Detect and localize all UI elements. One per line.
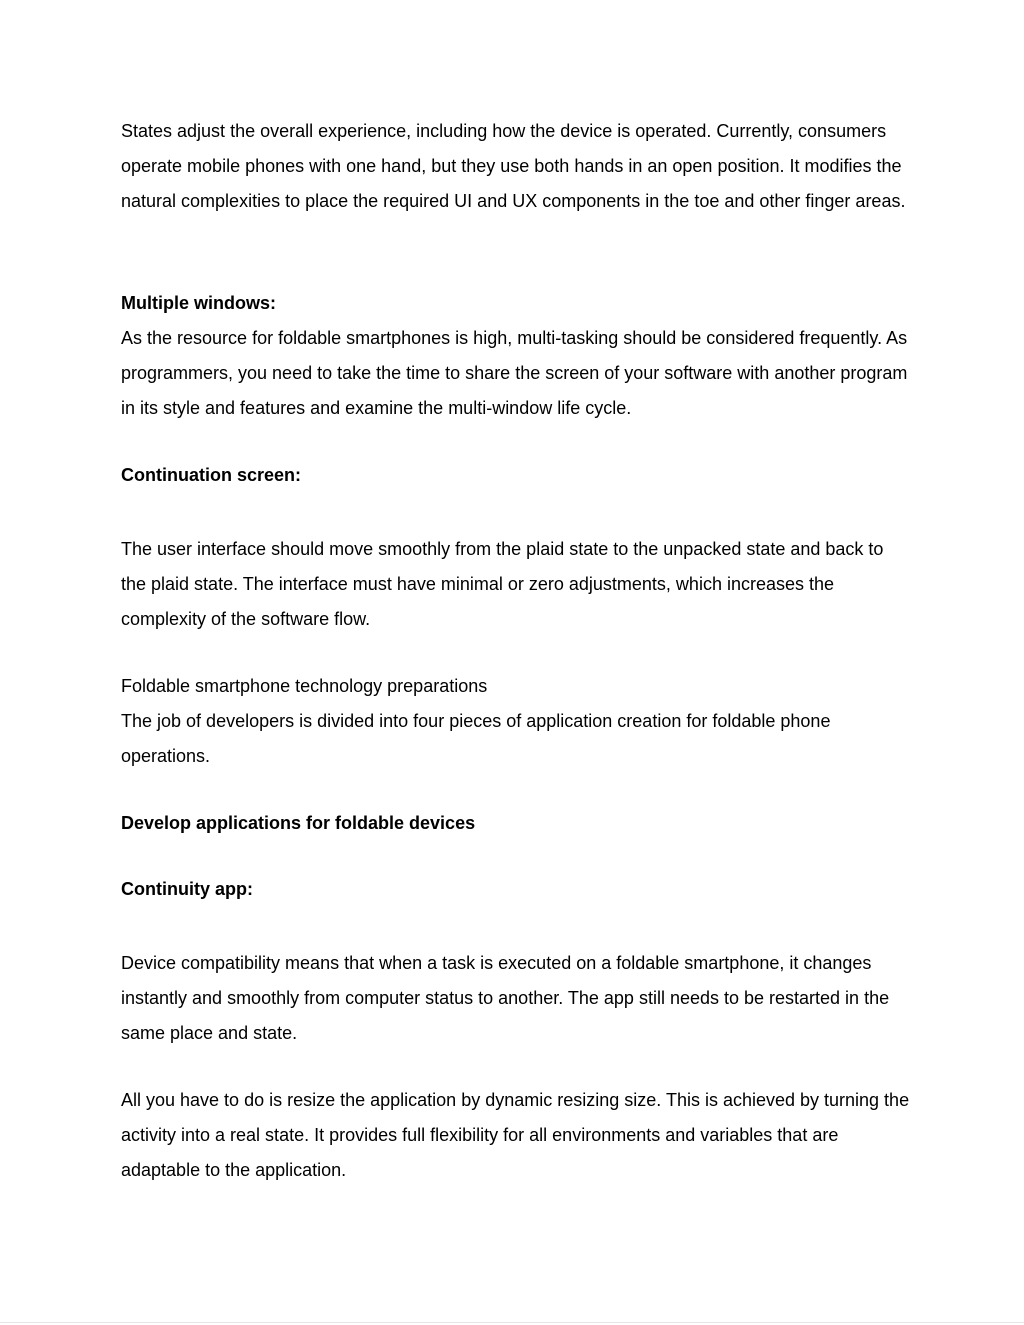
heading-continuity-app: Continuity app: <box>121 879 253 899</box>
paragraph-states: States adjust the overall experience, including how the device is operated. Currently, consumers operate mobile phones with one hand, but they use both hands in an open position. It modifies the natural complexities to place the required UI and UX components in the toe and other finger areas. <box>121 121 906 211</box>
paragraph-preparations: The job of developers is divided into four pieces of application creation for foldable phone operations. <box>121 711 831 766</box>
paragraph-continuation-screen: The user interface should move smoothly from the plaid state to the unpacked state and back to the plaid state. The interface must have minimal or zero adjustments, which increases the complexity of the software flow. <box>121 539 884 629</box>
page-bottom-divider <box>0 1322 1024 1323</box>
heading-develop-applications: Develop applications for foldable devices <box>121 813 476 833</box>
paragraph-device-compatibility: Device compatibility means that when a task is executed on a foldable smartphone, it changes instantly and smoothly from computer status to another. The app still needs to be restarted in the same place and state. <box>121 953 890 1043</box>
subheading-preparations: Foldable smartphone technology preparations <box>121 676 488 696</box>
heading-continuation-screen: Continuation screen: <box>121 465 302 485</box>
heading-multiple-windows: Multiple windows: <box>121 293 276 313</box>
paragraph-multiple-windows: As the resource for foldable smartphones is high, multi-tasking should be considered frequently. As programmers, you need to take the time to share the screen of your software with another program in its style and features and examine the multi-window life cycle. <box>121 328 908 418</box>
paragraph-resize: All you have to do is resize the application by dynamic resizing size. This is achieved by turning the activity into a real state. It provides full flexibility for all environments and variables that are adaptable to the application. <box>121 1090 910 1180</box>
